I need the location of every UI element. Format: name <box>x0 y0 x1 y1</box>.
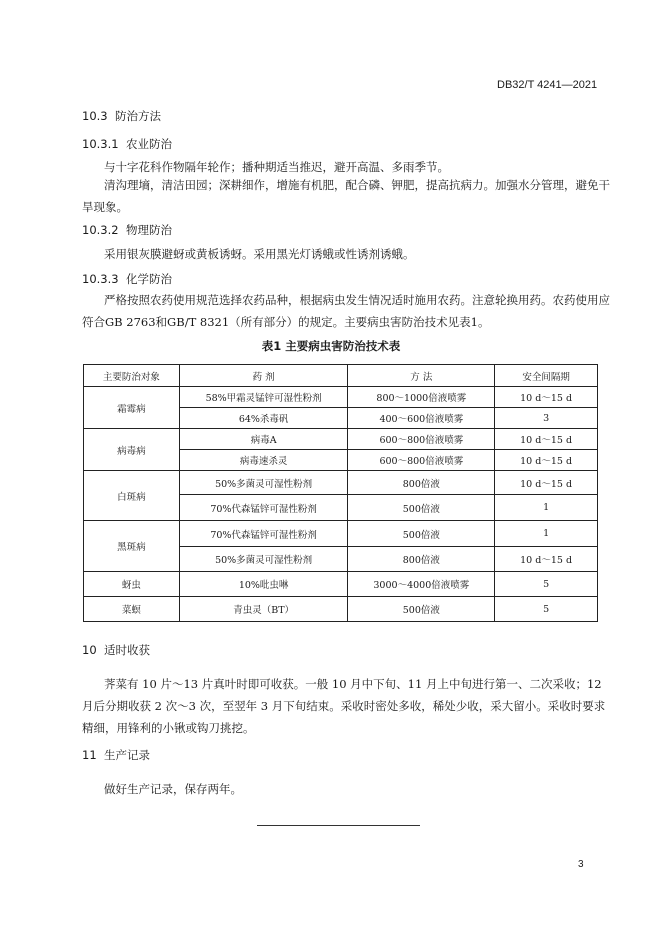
paragraph: 做好生产记录，保存两年。 <box>104 782 242 796</box>
table-row <box>84 572 598 597</box>
standard-number: DB32/T 4241—2021 <box>497 79 598 91</box>
table-header-row <box>84 365 598 387</box>
section-number: 10.3 <box>82 109 108 123</box>
table-row <box>84 429 598 450</box>
target-cell: 白斑病 <box>84 471 180 521</box>
agent-cell: 10%吡虫啉 <box>179 572 348 597</box>
section-heading-10-3 <box>82 108 161 124</box>
end-rule <box>257 825 420 826</box>
section-title: 生产记录 <box>104 748 150 762</box>
column-header: 主要防治对象 <box>84 365 180 387</box>
interval-cell: 10 d～15 d <box>495 547 598 572</box>
agent-cell: 70%代森锰锌可湿性粉剂 <box>179 521 348 547</box>
target-cell: 病毒病 <box>84 429 180 471</box>
agent-cell: 青虫灵（BT） <box>179 597 348 622</box>
method-cell: 500倍液 <box>348 521 495 547</box>
agent-cell: 病毒A <box>179 429 348 450</box>
method-cell: 600～800倍液喷雾 <box>348 450 495 471</box>
method-cell: 500倍液 <box>348 495 495 521</box>
interval-cell: 5 <box>495 572 598 597</box>
interval-cell: 10 d～15 d <box>495 450 598 471</box>
table-row <box>84 387 598 408</box>
method-cell: 800～1000倍液喷雾 <box>348 387 495 408</box>
section-heading-10-3-3 <box>82 271 172 287</box>
section-title: 适时收获 <box>104 643 150 657</box>
agent-cell: 50%多菌灵可湿性粉剂 <box>179 547 348 572</box>
section-title: 化学防治 <box>126 272 172 286</box>
table-row <box>84 597 598 622</box>
section-heading-10-3-1 <box>82 136 172 152</box>
agent-cell: 64%杀毒矾 <box>179 408 348 429</box>
interval-cell: 10 d～15 d <box>495 429 598 450</box>
paragraph: 采用银灰膜避蚜或黄板诱蚜。采用黑光灯诱蛾或性诱剂诱蛾。 <box>104 247 415 261</box>
section-heading-10-3-2 <box>82 222 172 238</box>
target-cell: 菜螟 <box>84 597 180 622</box>
interval-cell: 1 <box>495 495 598 521</box>
paragraph: 清沟理墒，清洁田园；深耕细作，增施有机肥，配合磷、钾肥，提高抗病力。加强水分管理，避免干旱现象。 <box>82 178 610 214</box>
section-title: 物理防治 <box>126 223 172 237</box>
agent-cell: 病毒速杀灵 <box>179 450 348 471</box>
section-number: 10 <box>82 643 97 657</box>
interval-cell: 10 d～15 d <box>495 471 598 495</box>
section-number: 10.3.1 <box>82 137 119 151</box>
agent-cell: 50%多菌灵可湿性粉剂 <box>179 471 348 495</box>
table-row <box>84 471 598 495</box>
interval-cell: 5 <box>495 597 598 622</box>
section-heading-11 <box>82 747 150 763</box>
section-title: 农业防治 <box>126 137 172 151</box>
method-cell: 600～800倍液喷雾 <box>348 429 495 450</box>
target-cell: 霜霉病 <box>84 387 180 429</box>
interval-cell: 10 d～15 d <box>495 387 598 408</box>
table-caption: 表1 主要病虫害防治技术表 <box>261 339 401 353</box>
section-title: 防治方法 <box>115 109 161 123</box>
section-number: 11 <box>82 748 97 762</box>
interval-cell: 3 <box>495 408 598 429</box>
paragraph: 荠菜有 10 片～13 片真叶时即可收获。一般 10 月中下旬、11 月上中旬进行第一、二次采收；12 月后分期收获 2 次～3 次，至翌年 3 月下旬结束。采收时密处多收，稀处少收，采大留小。采收时要求精细，用锋利的小锹或钩刀挑挖。 <box>82 677 606 735</box>
method-cell: 800倍液 <box>348 471 495 495</box>
section-number: 10.3.3 <box>82 272 119 286</box>
pest-control-table <box>83 364 598 622</box>
target-cell: 黑斑病 <box>84 521 180 572</box>
paragraph: 严格按照农药使用规范选择农药品种，根据病虫发生情况适时施用农药。注意轮换用药。农药使用应符合GB 2763和GB/T 8321（所有部分）的规定。主要病虫害防治技术见表1。 <box>82 293 610 329</box>
section-number: 10.3.2 <box>82 223 119 237</box>
agent-cell: 70%代森锰锌可湿性粉剂 <box>179 495 348 521</box>
target-cell: 蚜虫 <box>84 572 180 597</box>
interval-cell: 1 <box>495 521 598 547</box>
column-header: 药 剂 <box>179 365 348 387</box>
column-header: 方 法 <box>348 365 495 387</box>
paragraph: 与十字花科作物隔年轮作；播种期适当推迟，避开高温、多雨季节。 <box>104 160 449 174</box>
method-cell: 500倍液 <box>348 597 495 622</box>
method-cell: 3000～4000倍液喷雾 <box>348 572 495 597</box>
method-cell: 800倍液 <box>348 547 495 572</box>
table-row <box>84 521 598 547</box>
column-header: 安全间隔期 <box>495 365 598 387</box>
section-heading-10 <box>82 642 150 658</box>
agent-cell: 58%甲霜灵锰锌可湿性粉剂 <box>179 387 348 408</box>
page-number: 3 <box>578 859 584 870</box>
method-cell: 400～600倍液喷雾 <box>348 408 495 429</box>
